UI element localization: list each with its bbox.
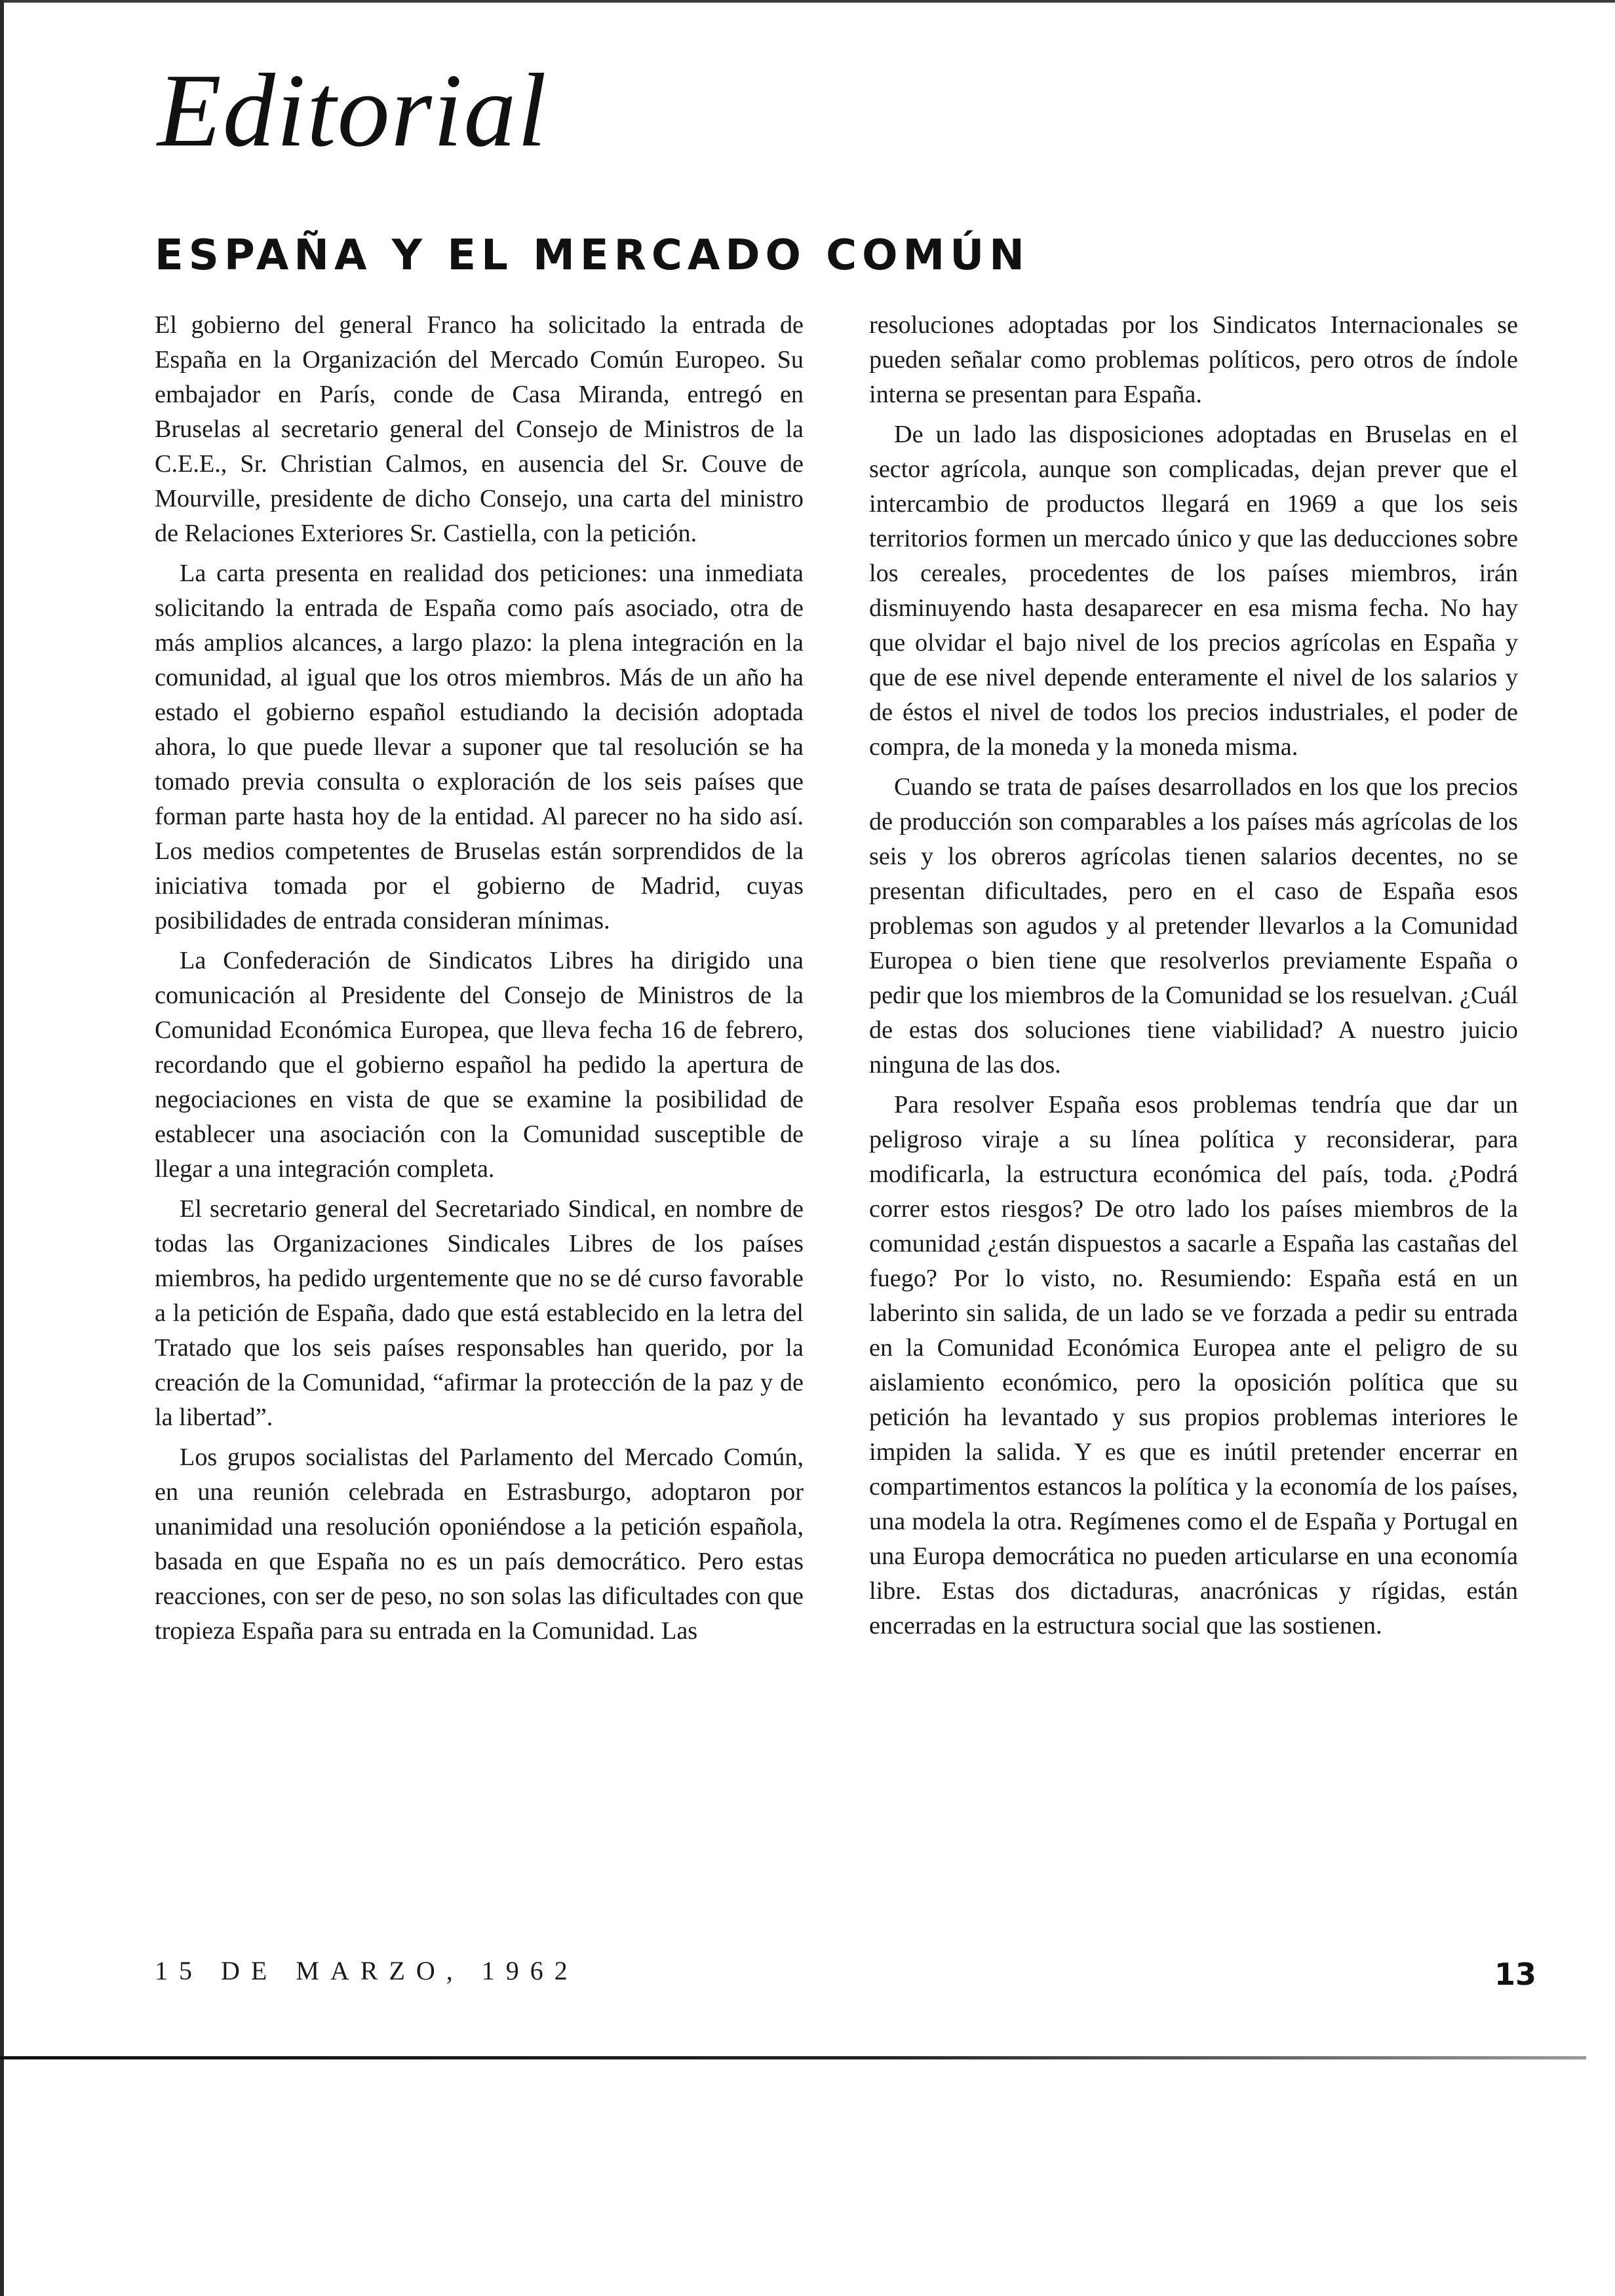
paragraph: La carta presenta en realidad dos peticiones: una inmediata solicitando la entrada de España como país asociado, otra de más amplios alcances, a largo plazo: la plena integración en la comunidad, al igual que los otros miembros. Más de un año ha estado el gobierno español estudiando la decisión adoptada ahora, lo que puede llevar a suponer que tal resolución se ha tomado previa consulta o exploración de los seis países que forman parte hasta hoy de la entidad. Al parecer no ha sido así. Los medios competentes de Bruselas están sorprendidos de la iniciativa tomada por el gobierno de Madrid, cuyas posibilidades de entrada consideran mínimas. xyxy=(155,560,804,934)
issue-date: 15 DE MARZO, 1962 xyxy=(155,1956,579,1985)
paragraph: Cuando se trata de países desarrollados en los que los precios de producción son comparables a los países más agrícolas de los seis y los obreros agrícolas tienen salarios decentes, no se presentan dificultades, pero en el caso de España esos problemas son agudos y al pretender llevarlos a la Comunidad Europea o bien tiene que resolverlos previamente España o pedir que los miembros de la Comunidad se los resuelvan. ¿Cuál de estas dos soluciones tiene viabilidad? A nuestro juicio ninguna de las dos. xyxy=(869,773,1518,1079)
paragraph: Para resolver España esos problemas tendría que dar un peligroso viraje a su línea política y reconsiderar, para modificarla, la estructura económica del país, toda. ¿Podrá correr estos riesgos? De otro lado los países miembros de la comunidad ¿están dispuestos a sacarle a España las castañas del fuego? Por lo visto, no. Resumiendo: España está en un laberinto sin salida, de un lado se ve forzada a pedir su entrada en la Comunidad Económica Europea ante el peligro de su aislamiento económico, pero la oposición política que su petición ha levantado y sus propios problemas interiores le impiden la salida. Y es que es inútil pretender encerrar en compartimentos estancos la política y la economía de los países, una modela la otra. Regímenes como el de España y Portugal en una Europa democrática no pueden articularse en una economía libre. Estas dos dictaduras, anacrónicas y rígidas, están encerradas en la estructura social que las sostienen. xyxy=(869,1091,1518,1639)
bottom-rule xyxy=(0,2056,1586,2059)
article-column-left xyxy=(155,308,804,1654)
paragraph: Los grupos socialistas del Parlamento del Mercado Común, en una reunión celebrada en Estrasburgo, adoptaron por unanimidad una resolución oponiéndose a la petición española, basada en que España no es un país democrático. Pero estas reacciones, con ser de peso, no son solas las dificultades con que tropieza España para su entrada en la Comunidad. Las xyxy=(155,1444,804,1645)
page-number: 13 xyxy=(1494,1957,1537,1992)
paragraph: La Confederación de Sindicatos Libres ha dirigido una comunicación al Presidente del Consejo de Ministros de la Comunidad Económica Europea, que lleva fecha 16 de febrero, recordando que el gobierno español ha pedido la apertura de negociaciones en vista de que se examine la posibilidad de establecer una asociación con la Comunidad susceptible de llegar a una integración completa. xyxy=(155,947,804,1183)
paragraph: resoluciones adoptadas por los Sindicatos Internacionales se pueden señalar como problemas políticos, pero otros de índole interna se presentan para España. xyxy=(869,311,1518,408)
paragraph: El secretario general del Secretariado Sindical, en nombre de todas las Organizaciones Sindicales Libres de los países miembros, ha pedido urgentemente que no se dé curso favorable a la petición de España, dado que está establecido en la letra del Tratado que los seis países responsables han querido, por la creación de la Comunidad, “afirmar la protección de la paz y de la libertad”. xyxy=(155,1195,804,1431)
section-masthead: Editorial xyxy=(157,52,548,168)
left-edge-rule xyxy=(0,0,4,2296)
article-column-right xyxy=(869,308,1518,1649)
paragraph: El gobierno del general Franco ha solicitado la entrada de España en la Organización del Mercado Común Europeo. Su embajador en París, conde de Casa Miranda, entregó en Bruselas al secretario general del Consejo de Ministros de la C.E.E., Sr. Christian Calmos, en ausencia del Sr. Couve de Mourville, presidente de dicho Consejo, una carta del ministro de Relaciones Exteriores Sr. Castiella, con la petición. xyxy=(155,311,804,547)
paragraph: De un lado las disposiciones adoptadas en Bruselas en el sector agrícola, aunque son complicadas, dejan prever que el intercambio de productos llegará en 1969 a que los seis territorios formen un mercado único y que las deducciones sobre los cereales, procedentes de los países miembros, irán disminuyendo hasta desaparecer en esa misma fecha. No hay que olvidar el bajo nivel de los precios agrícolas en España y que de ese nivel depende enteramente el nivel de los salarios y de éstos el nivel de todos los precios industriales, el poder de compra, de la moneda y la moneda misma. xyxy=(869,421,1518,761)
top-rule xyxy=(0,0,1615,3)
article-headline: ESPAÑA Y EL MERCADO COMÚN xyxy=(155,231,1030,280)
